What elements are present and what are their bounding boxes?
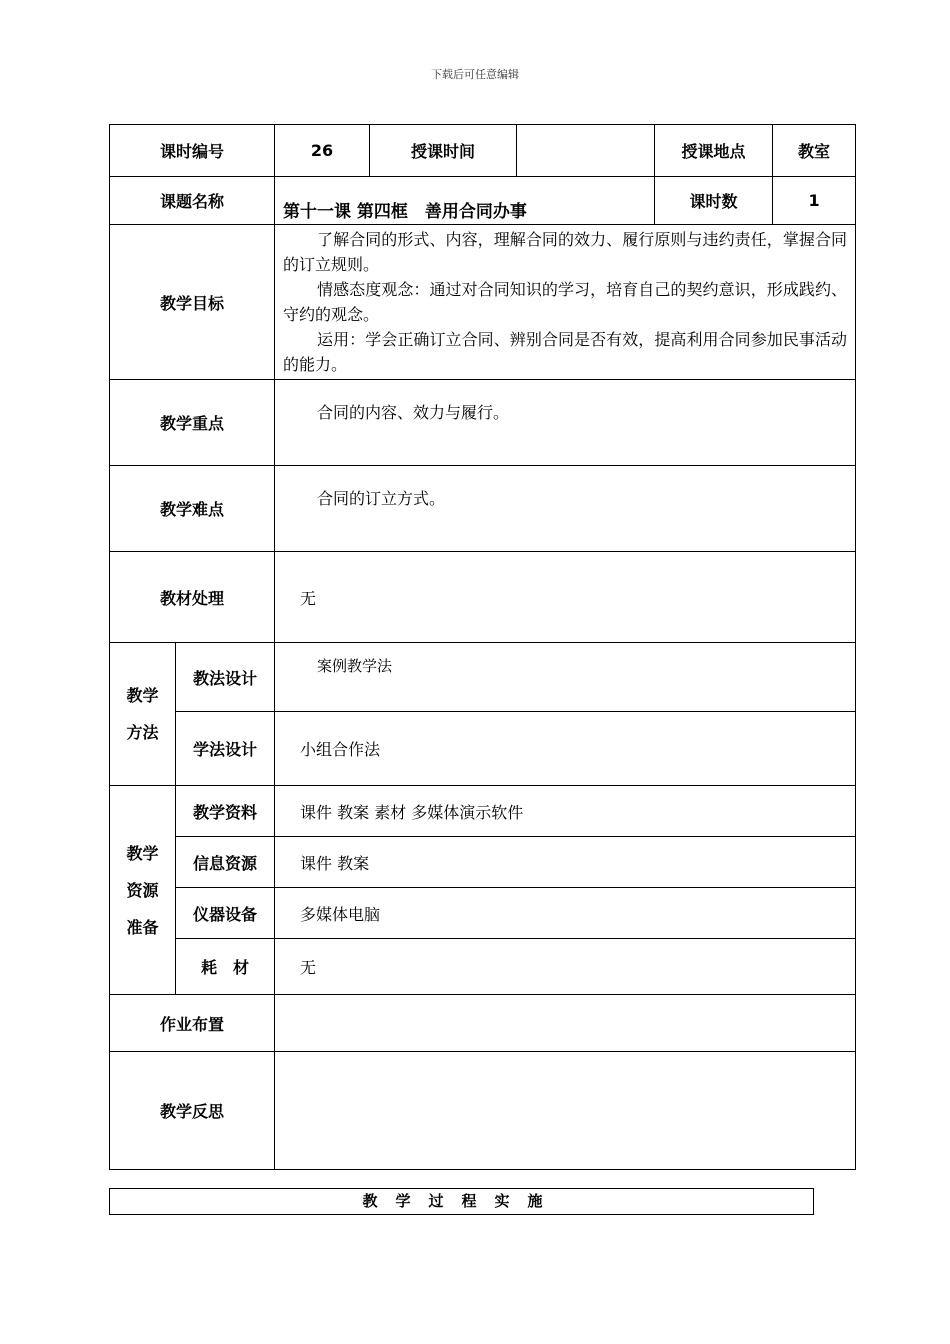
row-info-resources xyxy=(110,837,856,888)
difficulties-label: 教学难点 xyxy=(110,466,275,552)
goal-application: 运用：学会正确订立合同、辨别合同是否有效，提高利用合同参加民事活动的能力。 xyxy=(283,330,848,374)
equipment-label: 仪器设备 xyxy=(176,888,275,939)
page-header: 下载后可任意编辑 xyxy=(431,68,519,81)
row-basic-info xyxy=(110,125,856,177)
material-label: 教材处理 xyxy=(110,552,275,643)
consumables-label: 耗 材 xyxy=(176,939,275,995)
teaching-process-heading: 教学过程实施 xyxy=(109,1188,814,1215)
learn-method-label: 学法设计 xyxy=(176,712,275,786)
equipment-value: 多媒体电脑 xyxy=(275,888,856,939)
info-resources-label: 信息资源 xyxy=(176,837,275,888)
row-equipment xyxy=(110,888,856,939)
goals-label: 教学目标 xyxy=(110,225,275,380)
hours-label: 课时数 xyxy=(655,177,773,225)
resources-label: 教学 资源 准备 xyxy=(110,786,176,995)
homework-value xyxy=(275,995,856,1052)
lesson-code-label: 课时编号 xyxy=(110,125,275,177)
topic-value: 第十一课 第四框 善用合同办事 xyxy=(275,177,655,225)
teaching-place-value: 教室 xyxy=(773,125,856,177)
teaching-time-label: 授课时间 xyxy=(370,125,517,177)
row-learn-method xyxy=(110,712,856,786)
goal-knowledge: 了解合同的形式、内容，理解合同的效力、履行原则与违约责任，掌握合同的订立规则。 xyxy=(283,230,848,274)
teach-method-label: 教法设计 xyxy=(176,643,275,712)
lesson-code-value: 26 xyxy=(275,125,370,177)
goal-attitude: 情感态度观念：通过对合同知识的学习，培育自己的契约意识，形成践约、守约的观念。 xyxy=(283,280,848,324)
teaching-materials-value: 课件 教案 素材 多媒体演示软件 xyxy=(275,786,856,837)
row-title xyxy=(110,177,856,225)
row-homework xyxy=(110,995,856,1052)
homework-label: 作业布置 xyxy=(110,995,275,1052)
row-teaching-materials xyxy=(110,786,856,837)
lesson-plan-table xyxy=(109,124,856,1170)
teach-method-value: 案例教学法 xyxy=(275,643,856,712)
key-points-value: 合同的内容、效力与履行。 xyxy=(275,380,856,466)
difficulties-value: 合同的订立方式。 xyxy=(275,466,856,552)
teaching-place-label: 授课地点 xyxy=(655,125,773,177)
row-consumables xyxy=(110,939,856,995)
row-difficulties xyxy=(110,466,856,552)
goals-content xyxy=(275,225,856,380)
key-points-label: 教学重点 xyxy=(110,380,275,466)
row-key-points xyxy=(110,380,856,466)
teaching-time-value xyxy=(517,125,655,177)
row-teach-method xyxy=(110,643,856,712)
topic-label: 课题名称 xyxy=(110,177,275,225)
teaching-materials-label: 教学资料 xyxy=(176,786,275,837)
reflection-value xyxy=(275,1052,856,1170)
method-label: 教学 方法 xyxy=(110,643,176,786)
learn-method-value: 小组合作法 xyxy=(275,712,856,786)
info-resources-value: 课件 教案 xyxy=(275,837,856,888)
hours-value: 1 xyxy=(773,177,856,225)
consumables-value: 无 xyxy=(275,939,856,995)
row-material xyxy=(110,552,856,643)
row-reflection xyxy=(110,1052,856,1170)
reflection-label: 教学反思 xyxy=(110,1052,275,1170)
material-value: 无 xyxy=(275,552,856,643)
row-goals xyxy=(110,225,856,380)
